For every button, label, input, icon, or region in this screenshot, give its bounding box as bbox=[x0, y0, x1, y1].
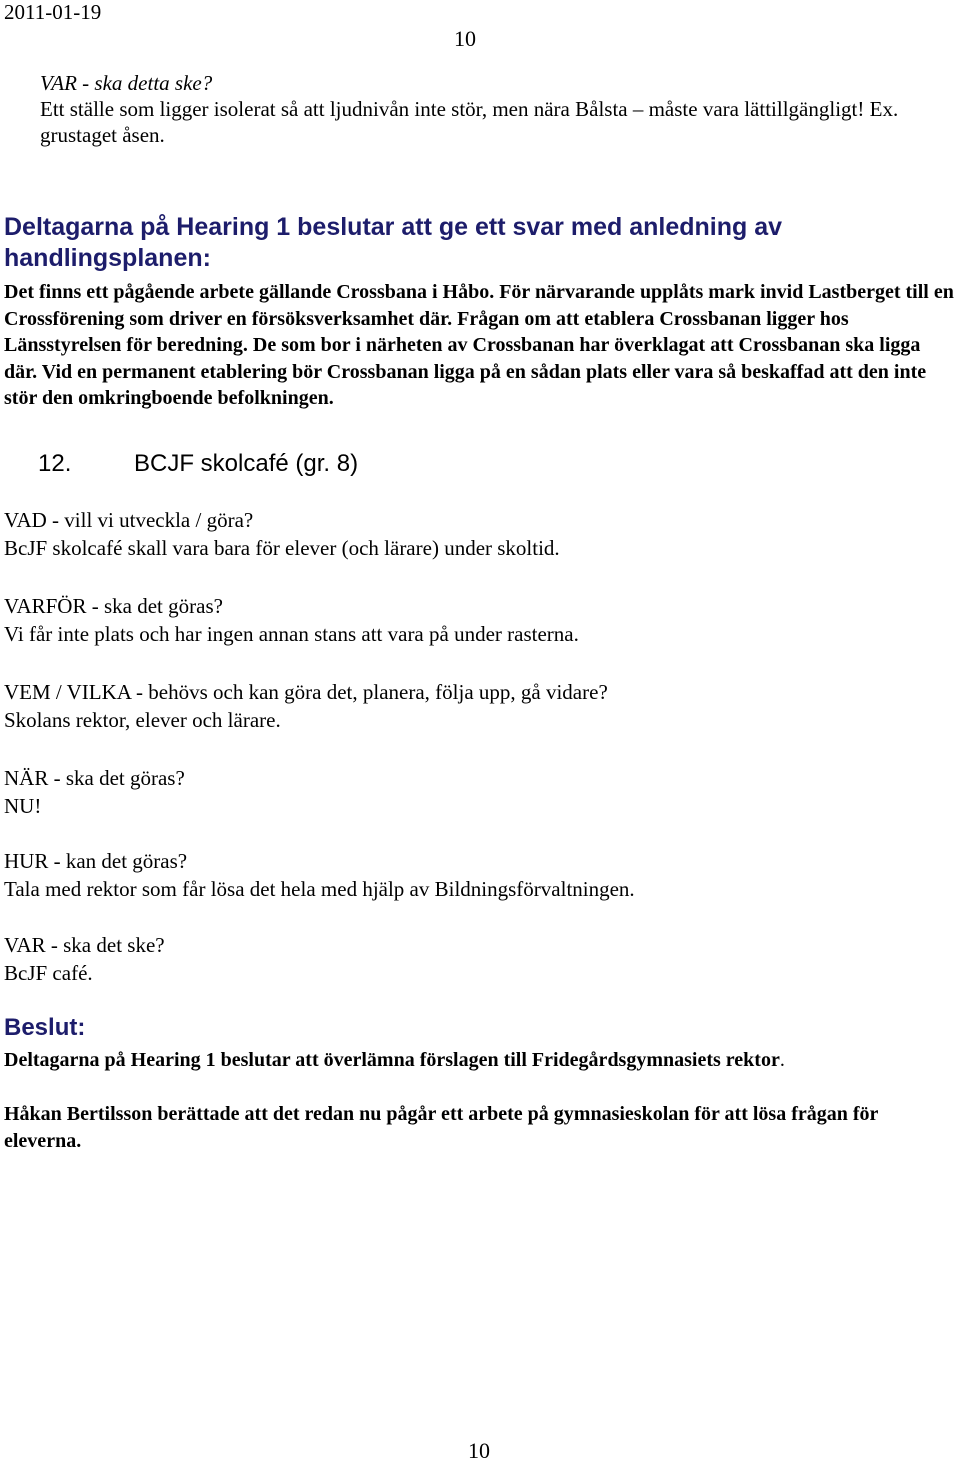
qa-question: VARFÖR - ska det göras? bbox=[4, 594, 223, 618]
qa-question: NÄR - ska det göras? bbox=[4, 766, 185, 790]
qa-answer: Vi får inte plats och har ingen annan stans att vara på under rasterna. bbox=[4, 621, 579, 646]
qa-item-var bbox=[4, 932, 924, 987]
document-date: 2011-01-19 bbox=[4, 0, 102, 24]
qa-answer: BcJF café. bbox=[4, 960, 93, 985]
section-title: BCJF skolcafé (gr. 8) bbox=[134, 450, 359, 477]
decision-period: . bbox=[779, 1049, 785, 1071]
hearing-response-heading: Deltagarna på Hearing 1 beslutar att ge ett svar med anledning av handlingsplanen: bbox=[4, 213, 783, 272]
qa-question: VEM / VILKA - behövs och kan göra det, planera, följa upp, gå vidare? bbox=[4, 680, 608, 704]
qa-item-vad bbox=[4, 507, 924, 562]
section-number: 12. bbox=[38, 450, 72, 477]
qa-question: HUR - kan det göras? bbox=[4, 849, 188, 873]
var-answer: Ett ställe som ligger isolerat så att ljudnivån inte stör, men nära Bålsta – måste vara lättillgängligt! Ex. grustaget åsen. bbox=[40, 97, 899, 147]
decision-text bbox=[4, 1047, 954, 1074]
qa-question: VAD - vill vi utveckla / göra? bbox=[4, 508, 254, 532]
qa-item-vem bbox=[4, 679, 924, 734]
var-question: VAR - ska detta ske? bbox=[40, 71, 213, 95]
qa-answer: BcJF skolcafé skall vara bara för elever (och lärare) under skoltid. bbox=[4, 535, 560, 560]
page-number-bottom: 10 bbox=[468, 1438, 490, 1463]
qa-item-nar bbox=[4, 765, 924, 820]
hearing-response-body: Det finns ett pågående arbete gällande Crossbana i Håbo. För närvarande upplåts mark invid Lastberget till en Crossförening som driver en försöksverksamhet där. Frågan om att etablera Crossbanan ligger hos Länsstyrelsen för beredning. De som bor i närheten av Crossbanan har överklagat att Crossbanan ska ligga där. Vid en permanent etablering bör Crossbanan ligga på en sådan plats eller vara så beskaffad att den inte stör den omkringboende befolkningen. bbox=[4, 281, 954, 409]
qa-answer: NU! bbox=[4, 793, 42, 818]
qa-question: VAR - ska det ske? bbox=[4, 933, 165, 957]
qa-answer: Skolans rektor, elever och lärare. bbox=[4, 707, 281, 732]
var-question-block bbox=[40, 70, 940, 148]
page-number-top: 10 bbox=[454, 26, 476, 51]
decision-statement: Deltagarna på Hearing 1 beslutar att överlämna förslagen till Fridegårdsgymnasiets rektor bbox=[4, 1049, 780, 1071]
qa-answer: Tala med rektor som får lösa det hela med hjälp av Bildningsförvaltningen. bbox=[4, 876, 635, 901]
qa-item-hur bbox=[4, 848, 924, 903]
decision-note: Håkan Bertilsson berättade att det redan nu pågår ett arbete på gymnasieskolan för att lösa frågan för eleverna. bbox=[4, 1103, 879, 1152]
qa-item-varfor bbox=[4, 593, 924, 648]
section-heading bbox=[38, 449, 358, 479]
decision-heading: Beslut: bbox=[4, 1014, 86, 1041]
